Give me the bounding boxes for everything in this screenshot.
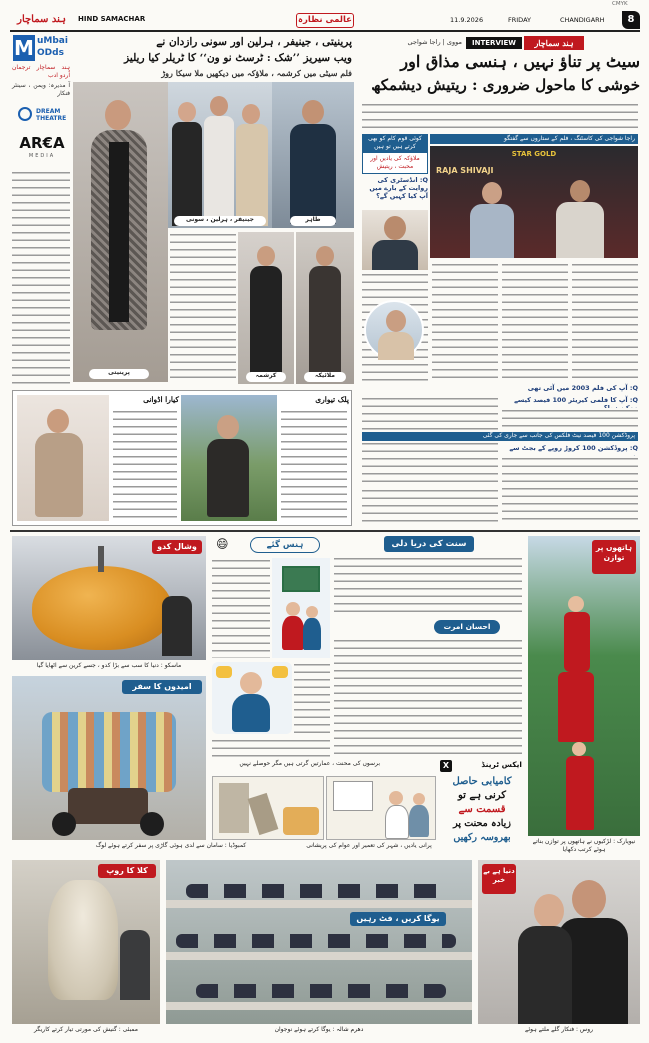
interview-col-g (502, 456, 638, 524)
interview-col-d (572, 262, 638, 384)
sunnat-heading: سنت کی دریا دلی (384, 536, 474, 552)
caption-trailer-group: جینیفر ، ہرلین ، سونی (174, 216, 266, 226)
mumbai-line2: ODds (37, 48, 64, 58)
header-day: FRIDAY (508, 16, 531, 24)
mumbai-line1: uMbai (37, 36, 68, 46)
left-credit-line: آ مدیرہ: ویمن ، سینئر فنکار (12, 82, 70, 97)
caption-parineeti: پرینیتی (89, 369, 149, 379)
photo-kala (12, 860, 160, 1024)
area-media-logo (14, 134, 70, 166)
x-icon: X (440, 760, 452, 772)
interview-col-e (362, 396, 498, 486)
kamyabi-line5: بھروسہ رکھیں (453, 832, 511, 843)
world-label: دنیا ہے بے خبر (482, 864, 516, 894)
interview-byline: مووی | راجا شواجی (407, 38, 462, 46)
interview-col-h (362, 488, 498, 524)
hope-label: امیدوں کا سفر (122, 680, 202, 694)
interview-headline-2: خوشی کا ماحول ضروری : ریتیش دیشمکھ (371, 76, 640, 94)
interview-box (362, 134, 428, 174)
kamyabi-line1: کامیابی حاصل (452, 776, 512, 787)
express-label: ایکس ٹرینڈ (481, 760, 522, 769)
kamyabi-line2: کرنی ہے تو (457, 790, 507, 801)
photo-parineeti (73, 82, 168, 382)
masthead-bar (0, 0, 649, 34)
hope-caption: کمبوڈیا : سامان سے لدی ہوئی گاڑی پر سفر کرتے ہوئے لوگ (95, 842, 247, 849)
cmyk-mark: CMYK (612, 1, 628, 7)
photo-world (478, 860, 640, 1024)
lead-headline-1: پرینیتی ، جینیفر ، ہرلین اور سونی رازدان نے (156, 36, 352, 48)
cartoon-caption: پرانی یادیں ، شہر کی تعمیر اور عوام کی پریشانی (306, 842, 432, 849)
interview-strip: راجا شواجی کی کاسٹنگ ، فلم کے ستاروں سے گفتگو (430, 134, 638, 144)
q-line-2: Q: آپ کی فلم 2003 میں آئی تھی (527, 384, 638, 392)
humor-jokes (212, 558, 270, 658)
lead-subhead: فلم سیٹی میں کرشمہ ، ملاؤکہ میں دیکھیں ملا سیکا روڑ (161, 68, 352, 78)
photo-tv-set (430, 146, 638, 258)
header-logo: ہند سماچار (17, 14, 66, 25)
express-header (384, 760, 524, 772)
photo-hope-truck (12, 676, 206, 840)
area-logo-text: AR€A (19, 134, 65, 152)
photo-balance (528, 536, 640, 836)
kiara-name: کیارا اڈوانی (143, 395, 179, 404)
cartoon-neta (326, 776, 436, 840)
kiara-body (113, 409, 177, 519)
interview-col-c (502, 262, 568, 384)
palak-name: پلک تیواری (315, 395, 349, 404)
humor-emoji: 😄 (216, 537, 229, 551)
yoga-label: یوگا کریں ، فٹ رہیں (350, 912, 446, 926)
dream-theatre-logo (14, 104, 70, 132)
header-date: 11.9.2026 (450, 16, 484, 24)
photo-yoga (166, 860, 472, 1024)
interview-label (466, 37, 522, 49)
humor-phone-illustration (212, 662, 292, 734)
page-number: 8 (627, 14, 635, 25)
section-tab: عالمی نظارہ (296, 13, 354, 28)
kamyabi-line4: زیادہ محنت پر (453, 818, 511, 829)
header-city: CHANDIGARH (560, 16, 605, 24)
kamyabi-line3: قسمت سے (458, 804, 506, 815)
header-brand-en: HIND SAMACHAR (78, 15, 146, 23)
humor-illustration (272, 558, 330, 658)
caption-malaika: ملائیکہ (304, 372, 346, 382)
section-divider (10, 530, 640, 532)
lead-headline-2: ویب سیریز ’’شک : ٹرسٹ نو ون‘‘ کا ٹریلر کیا ریلیز (124, 52, 352, 64)
caption-tahir: طاہر (290, 216, 336, 226)
photo-karisma (238, 232, 294, 384)
interview-label-text: INTERVIEW (472, 39, 516, 47)
kala-label: کلا کا روپ (98, 864, 156, 878)
left-brand-line: ہند سماچار ترجمان اُردو ادب (12, 64, 70, 79)
ahsan-heading: احسان امرت (434, 620, 500, 634)
mumbai-logo (13, 35, 69, 61)
world-caption: روس : فنکار گلے ملتے ہوئے (524, 1026, 594, 1033)
q-line-4: Q: پروڈکشن 100 کروڑ روپے کے بجٹ سے (509, 444, 638, 452)
caption-karisma: کرشمہ (246, 372, 286, 382)
tv-logo: STAR GOLD (511, 150, 557, 158)
photo-riteish (362, 210, 428, 270)
balance-label: ہاتھوں پر توازن (592, 540, 636, 574)
pumpkin-caption: ماسکو : دنیا کا سب سے بڑا کدو ، جسے کرین سے اٹھایا گیا (36, 662, 182, 669)
balance-caption: نیویارک : لڑکیوں نے ہاتھوں پر توازن بناتے ہوئے کرتب دکھایا (532, 838, 636, 853)
humor-label: ہنس گئے (250, 537, 320, 553)
area-logo-sub: MEDIA (28, 153, 56, 159)
interview-col-f (502, 408, 638, 430)
photo-pumpkin (12, 536, 206, 660)
photo-trailer-group (168, 82, 272, 228)
mumbai-mark: M (14, 36, 34, 60)
humor-jokes-3 (212, 738, 330, 758)
photo-palak (181, 395, 277, 521)
dream-logo-text: DREAM THEATRE (36, 108, 67, 122)
kamyabi-box (440, 776, 524, 848)
tv-show-text: RAJA SHIVAJI (436, 166, 494, 175)
photo-malaika (296, 232, 354, 384)
pumpkin-label: وشال کدو (152, 540, 202, 554)
left-column-body (12, 170, 70, 388)
palak-body (281, 409, 347, 519)
page-number-badge (622, 11, 640, 29)
dream-logo-icon (18, 107, 32, 121)
q-line-1: Q: انڈسٹری کی روایت کے بارے میں آپ کیا کہیں گے؟ (369, 176, 428, 200)
production-line: پروڈکشن 100 فیصد نیٹ فلکس کی جانب سے جاری کی گئی (362, 432, 638, 441)
humor-header (210, 536, 330, 554)
humor-jokes-2 (294, 662, 330, 734)
kiara-palak-box (12, 390, 352, 526)
ahsan-body (334, 638, 522, 758)
q-line-3: Q: آپ کا فلمی کیریئر 100 فیصد کیسے (514, 396, 638, 404)
interview-kicker: ہند سماچار (524, 36, 584, 50)
interview-col-b (432, 262, 498, 384)
header-rule (10, 30, 640, 32)
kala-caption: ممبئی : گنیش کی مورتی تیار کرتے کاریگر (34, 1026, 138, 1033)
photo-genelia (364, 300, 424, 360)
photo-tahir (272, 82, 354, 228)
yoga-caption: دھرم شالہ : یوگا کرتے ہوئے نوجوان (274, 1026, 364, 1033)
box-heading: کوئی قوم کام کو بھی کرتے ہیں تو ہیں (363, 135, 427, 153)
box-sub: ملاؤکہ کی یادیں اور محبت ، ریتیش (370, 155, 420, 170)
cartoon-collapse (212, 776, 324, 840)
photo-kiara (17, 395, 109, 521)
interview-headline-1: سیٹ پر تناؤ نہیں ، ہنسی مذاق اور (400, 52, 640, 71)
sunnat-body (334, 556, 522, 618)
lead-story-body (170, 232, 236, 384)
express-tweet: برسوں کی محنت ، عمارتیں گرتی ہیں مگر حوصلے نہیں (239, 760, 380, 767)
interview-intro (362, 102, 638, 132)
